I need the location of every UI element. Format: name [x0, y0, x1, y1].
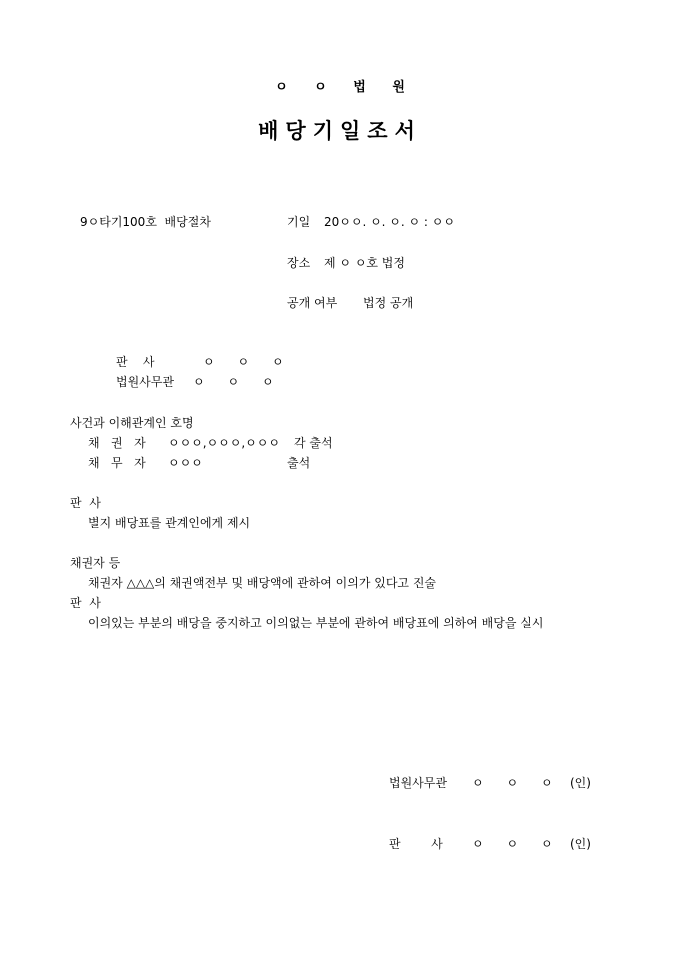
open-value: 법정 공개 [363, 296, 414, 310]
parties-heading: 사건과 이해관계인 호명 [70, 416, 194, 430]
proceeding-speaker: 판 사 [70, 496, 101, 510]
court-name: ㅇ ㅇ 법 원 [275, 80, 405, 95]
proceeding-statement: 이의있는 부분의 배당을 중지하고 이의없는 부분에 관하여 배당표에 의하여 배당을 실시 [88, 616, 544, 630]
proceeding-speaker: 채권자 등 [70, 556, 121, 570]
creditor-status: 각 출석 [294, 436, 333, 450]
proceeding-speaker: 판 사 [70, 596, 101, 610]
clerk-label: 법원사무관 [116, 375, 174, 389]
place-label: 장소 [287, 256, 311, 270]
creditor-value: ㅇㅇㅇ,ㅇㅇㅇ,ㅇㅇㅇ [168, 436, 280, 450]
debtor-status: 출석 [287, 456, 311, 470]
clerk-name: ㅇ ㅇ ㅇ [193, 375, 274, 389]
place-value: 제 ㅇ ㅇ호 법정 [324, 256, 405, 270]
signature-clerk-seal: (인) [570, 776, 591, 790]
debtor-label: 채 무 자 [88, 456, 146, 470]
signature-clerk-name: ㅇ ㅇ ㅇ [472, 776, 553, 790]
date-value: 20ㅇㅇ. ㅇ. ㅇ. ㅇ : ㅇㅇ [324, 215, 455, 229]
date-label: 기일 [287, 215, 311, 229]
case-number: 9ㅇ타기100호 배당절차 [80, 215, 211, 229]
signature-clerk-label: 법원사무관 [389, 776, 447, 790]
proceeding-statement: 별지 배당표를 관계인에게 제시 [88, 516, 251, 530]
creditor-label: 채 권 자 [88, 436, 146, 450]
signature-judge-seal: (인) [570, 837, 591, 851]
signature-judge-name: ㅇ ㅇ ㅇ [472, 837, 553, 851]
proceeding-statement: 채권자 △△△의 채권액전부 및 배당액에 관하여 이의가 있다고 진술 [88, 576, 437, 590]
judge-name: ㅇ ㅇ ㅇ [203, 355, 284, 369]
judge-label: 판 사 [116, 355, 155, 369]
open-label: 공개 여부 [287, 296, 338, 310]
document-title: 배당기일조서 [258, 119, 422, 143]
signature-judge-label: 판 사 [389, 837, 443, 851]
debtor-value: ㅇㅇㅇ [168, 456, 203, 470]
